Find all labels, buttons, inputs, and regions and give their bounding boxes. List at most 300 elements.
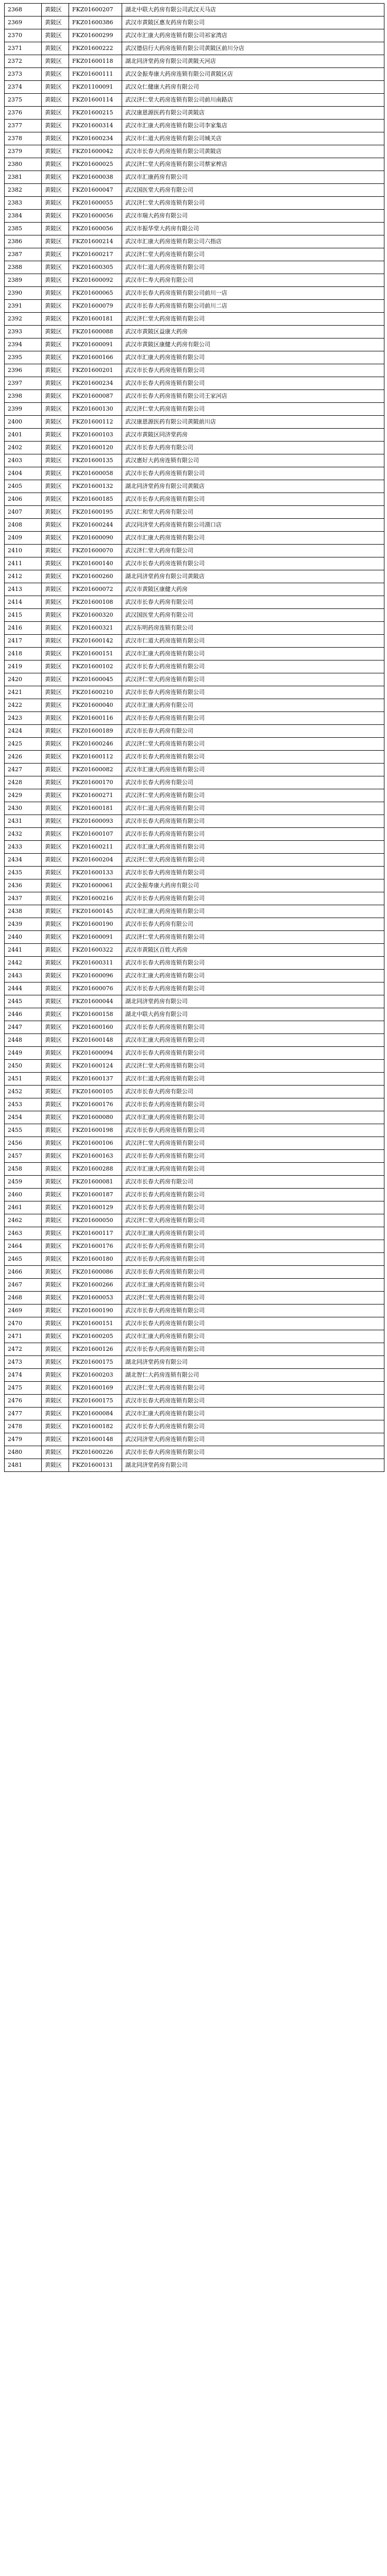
- pharmacy-name-cell: 武汉市汇康大药房连锁有限公司: [122, 841, 384, 854]
- pharmacy-name-cell: 湖北同济堂药房有限公司: [122, 1459, 384, 1472]
- row-number-cell: 2465: [5, 1253, 42, 1266]
- table-row: [5, 789, 384, 802]
- district-cell: 黄陂区: [42, 107, 69, 120]
- row-number-cell: 2387: [5, 248, 42, 261]
- license-code-cell: FKZ01600137: [69, 1073, 122, 1086]
- district-cell: 黄陂区: [42, 1292, 69, 1304]
- table-row: [5, 570, 384, 583]
- district-cell: 黄陂区: [42, 248, 69, 261]
- district-cell: 黄陂区: [42, 94, 69, 107]
- pharmacy-name-cell: 武汉市长春大药房连锁有限公司: [122, 1304, 384, 1317]
- district-cell: 黄陂区: [42, 1176, 69, 1189]
- table-row: [5, 1317, 384, 1330]
- table-row: [5, 673, 384, 686]
- table-row: [5, 68, 384, 81]
- license-code-cell: FKZ01600106: [69, 1137, 122, 1150]
- table-row: [5, 1073, 384, 1086]
- district-cell: 黄陂区: [42, 1021, 69, 1034]
- row-number-cell: 2449: [5, 1047, 42, 1060]
- pharmacy-name-cell: 武汉济仁堂大药房连锁有限公司: [122, 789, 384, 802]
- table-row: [5, 635, 384, 648]
- table-row: [5, 132, 384, 145]
- pharmacy-name-cell: 武汉济仁堂大药房连锁有限公司蔡家榨店: [122, 158, 384, 171]
- district-cell: 黄陂区: [42, 1034, 69, 1047]
- row-number-cell: 2464: [5, 1240, 42, 1253]
- row-number-cell: 2441: [5, 944, 42, 957]
- table-row: [5, 931, 384, 944]
- license-code-cell: FKZ01600163: [69, 1150, 122, 1163]
- district-cell: 黄陂区: [42, 1382, 69, 1395]
- license-code-cell: FKZ01600215: [69, 107, 122, 120]
- row-number-cell: 2389: [5, 274, 42, 287]
- pharmacy-name-cell: 武汉市长春大药房连锁有限公司: [122, 982, 384, 995]
- district-cell: 黄陂区: [42, 1150, 69, 1163]
- row-number-cell: 2390: [5, 287, 42, 300]
- district-cell: 黄陂区: [42, 81, 69, 94]
- row-number-cell: 2374: [5, 81, 42, 94]
- license-code-cell: FKZ01600314: [69, 120, 122, 132]
- district-cell: 黄陂区: [42, 313, 69, 326]
- table-row: [5, 725, 384, 738]
- district-cell: 黄陂区: [42, 1060, 69, 1073]
- table-row: [5, 506, 384, 519]
- license-code-cell: FKZ01600040: [69, 699, 122, 712]
- license-code-cell: FKZ01600042: [69, 145, 122, 158]
- pharmacy-name-cell: 武汉众仁健康大药房有限公司: [122, 81, 384, 94]
- district-cell: 黄陂区: [42, 1317, 69, 1330]
- license-code-cell: FKZ01600181: [69, 313, 122, 326]
- table-row: [5, 583, 384, 596]
- row-number-cell: 2372: [5, 55, 42, 68]
- row-number-cell: 2445: [5, 995, 42, 1008]
- district-cell: 黄陂区: [42, 673, 69, 686]
- row-number-cell: 2455: [5, 1124, 42, 1137]
- table-row: [5, 686, 384, 699]
- row-number-cell: 2452: [5, 1086, 42, 1098]
- district-cell: 黄陂区: [42, 725, 69, 738]
- license-code-cell: FKZ01600129: [69, 1201, 122, 1214]
- table-row: [5, 454, 384, 467]
- table-row: [5, 94, 384, 107]
- license-code-cell: FKZ01600181: [69, 802, 122, 815]
- district-cell: 黄陂区: [42, 995, 69, 1008]
- license-code-cell: FKZ01600086: [69, 1266, 122, 1279]
- pharmacy-name-cell: 武汉市长春大药房连锁有限公司: [122, 957, 384, 970]
- row-number-cell: 2396: [5, 364, 42, 377]
- table-row: [5, 776, 384, 789]
- license-code-cell: FKZ01600120: [69, 442, 122, 454]
- license-code-cell: FKZ01600050: [69, 1214, 122, 1227]
- license-code-cell: FKZ01600061: [69, 879, 122, 892]
- license-code-cell: FKZ01600182: [69, 1420, 122, 1433]
- table-row: [5, 815, 384, 828]
- district-cell: 黄陂区: [42, 931, 69, 944]
- district-cell: 黄陂区: [42, 42, 69, 55]
- district-cell: 黄陂区: [42, 570, 69, 583]
- license-code-cell: FKZ01600151: [69, 648, 122, 660]
- license-code-cell: FKZ01600096: [69, 970, 122, 982]
- license-code-cell: FKZ01600108: [69, 596, 122, 609]
- license-code-cell: FKZ01600386: [69, 16, 122, 29]
- district-cell: 黄陂区: [42, 1201, 69, 1214]
- row-number-cell: 2456: [5, 1137, 42, 1150]
- district-cell: 黄陂区: [42, 957, 69, 970]
- pharmacy-name-cell: 武汉市长春大药房连锁有限公司: [122, 828, 384, 841]
- license-code-cell: FKZ01600117: [69, 1227, 122, 1240]
- license-code-cell: FKZ01600210: [69, 686, 122, 699]
- pharmacy-name-cell: 武汉市长春大药房连锁有限公司王家河店: [122, 390, 384, 403]
- district-cell: 黄陂区: [42, 377, 69, 390]
- row-number-cell: 2388: [5, 261, 42, 274]
- pharmacy-name-cell: 武汉市汇康药房有限公司: [122, 171, 384, 184]
- license-code-cell: FKZ01600116: [69, 712, 122, 725]
- license-code-cell: FKZ01600244: [69, 519, 122, 532]
- row-number-cell: 2411: [5, 557, 42, 570]
- district-cell: 黄陂区: [42, 1163, 69, 1176]
- district-cell: 黄陂区: [42, 429, 69, 442]
- row-number-cell: 2468: [5, 1292, 42, 1304]
- row-number-cell: 2447: [5, 1021, 42, 1034]
- pharmacy-name-cell: 武汉市仁道大药房连锁有限公司: [122, 1073, 384, 1086]
- table-row: [5, 1369, 384, 1382]
- district-cell: 黄陂区: [42, 622, 69, 635]
- district-cell: 黄陂区: [42, 660, 69, 673]
- table-row: [5, 1382, 384, 1395]
- row-number-cell: 2406: [5, 493, 42, 506]
- row-number-cell: 2420: [5, 673, 42, 686]
- pharmacy-name-cell: 武汉济仁堂大药房连锁有限公司: [122, 1214, 384, 1227]
- district-cell: 黄陂区: [42, 892, 69, 905]
- table-row: [5, 1356, 384, 1369]
- district-cell: 黄陂区: [42, 1279, 69, 1292]
- pharmacy-name-cell: 武汉德信行大药房连锁有限公司黄陂区前川分店: [122, 42, 384, 55]
- pharmacy-name-cell: 武汉市长春大药房连锁有限公司: [122, 1021, 384, 1034]
- row-number-cell: 2407: [5, 506, 42, 519]
- pharmacy-name-cell: 武汉济仁堂大药房连锁有限公司: [122, 1292, 384, 1304]
- license-code-cell: FKZ01600081: [69, 1176, 122, 1189]
- pharmacy-registry-table: [4, 3, 384, 1472]
- row-number-cell: 2409: [5, 532, 42, 545]
- district-cell: 黄陂区: [42, 944, 69, 957]
- district-cell: 黄陂区: [42, 442, 69, 454]
- row-number-cell: 2423: [5, 712, 42, 725]
- pharmacy-name-cell: 武汉市长春大药房连锁有限公司: [122, 712, 384, 725]
- license-code-cell: FKZ01600130: [69, 403, 122, 416]
- district-cell: 黄陂区: [42, 1086, 69, 1098]
- row-number-cell: 2446: [5, 1008, 42, 1021]
- table-row: [5, 326, 384, 338]
- district-cell: 黄陂区: [42, 1330, 69, 1343]
- pharmacy-name-cell: 武汉市长春大药房连锁有限公司: [122, 364, 384, 377]
- table-row: [5, 1214, 384, 1227]
- license-code-cell: FKZ01600118: [69, 55, 122, 68]
- license-code-cell: FKZ01600266: [69, 1279, 122, 1292]
- row-number-cell: 2434: [5, 854, 42, 867]
- row-number-cell: 2431: [5, 815, 42, 828]
- row-number-cell: 2412: [5, 570, 42, 583]
- license-code-cell: FKZ01600102: [69, 660, 122, 673]
- district-cell: 黄陂区: [42, 338, 69, 351]
- row-number-cell: 2461: [5, 1201, 42, 1214]
- table-row: [5, 995, 384, 1008]
- district-cell: 黄陂区: [42, 776, 69, 789]
- pharmacy-name-cell: 武汉市汇康大药房连锁有限公司: [122, 532, 384, 545]
- district-cell: 黄陂区: [42, 1253, 69, 1266]
- license-code-cell: FKZ01600132: [69, 480, 122, 493]
- row-number-cell: 2477: [5, 1408, 42, 1420]
- license-code-cell: FKZ01600148: [69, 1433, 122, 1446]
- license-code-cell: FKZ01600105: [69, 1086, 122, 1098]
- district-cell: 黄陂区: [42, 274, 69, 287]
- license-code-cell: FKZ01600131: [69, 1459, 122, 1472]
- district-cell: 黄陂区: [42, 738, 69, 751]
- pharmacy-name-cell: 武汉同济堂大药房连锁有限公司滠口店: [122, 519, 384, 532]
- pharmacy-name-cell: 武汉市长春大药房连锁有限公司: [122, 1098, 384, 1111]
- row-number-cell: 2405: [5, 480, 42, 493]
- license-code-cell: FKZ01600087: [69, 390, 122, 403]
- row-number-cell: 2443: [5, 970, 42, 982]
- row-number-cell: 2380: [5, 158, 42, 171]
- district-cell: 黄陂区: [42, 596, 69, 609]
- district-cell: 黄陂区: [42, 120, 69, 132]
- pharmacy-name-cell: 武汉市振华堂大药房有限公司: [122, 223, 384, 235]
- district-cell: 黄陂区: [42, 1124, 69, 1137]
- district-cell: 黄陂区: [42, 545, 69, 557]
- pharmacy-name-cell: 武汉市长春大药房连锁有限公司: [122, 1150, 384, 1163]
- table-row: [5, 892, 384, 905]
- district-cell: 黄陂区: [42, 1395, 69, 1408]
- pharmacy-name-cell: 武汉惠好大药房连锁有限公司: [122, 454, 384, 467]
- pharmacy-name-cell: 武汉市长春大药房连锁有限公司: [122, 1240, 384, 1253]
- table-row: [5, 248, 384, 261]
- table-row: [5, 828, 384, 841]
- row-number-cell: 2399: [5, 403, 42, 416]
- license-code-cell: FKZ01600288: [69, 1163, 122, 1176]
- pharmacy-name-cell: 湖北同济堂药房有限公司黄陂天河店: [122, 55, 384, 68]
- license-code-cell: FKZ01600222: [69, 42, 122, 55]
- pharmacy-name-cell: 武汉济仁堂大药房有限公司: [122, 545, 384, 557]
- license-code-cell: FKZ01600217: [69, 248, 122, 261]
- table-row: [5, 970, 384, 982]
- pharmacy-name-cell: 武汉市长春大药房连锁有限公司: [122, 1189, 384, 1201]
- row-number-cell: 2469: [5, 1304, 42, 1317]
- pharmacy-name-cell: 湖北中联大药房有限公司: [122, 1008, 384, 1021]
- table-row: [5, 210, 384, 223]
- row-number-cell: 2462: [5, 1214, 42, 1227]
- license-code-cell: FKZ01600112: [69, 416, 122, 429]
- license-code-cell: FKZ01600198: [69, 1124, 122, 1137]
- district-cell: 黄陂区: [42, 815, 69, 828]
- license-code-cell: FKZ01600080: [69, 1111, 122, 1124]
- license-code-cell: FKZ01600148: [69, 1034, 122, 1047]
- district-cell: 黄陂区: [42, 235, 69, 248]
- pharmacy-name-cell: 武汉市长春大药房连锁有限公司: [122, 751, 384, 764]
- row-number-cell: 2478: [5, 1420, 42, 1433]
- license-code-cell: FKZ01600187: [69, 1189, 122, 1201]
- district-cell: 黄陂区: [42, 764, 69, 776]
- table-row: [5, 197, 384, 210]
- license-code-cell: FKZ01600246: [69, 738, 122, 751]
- license-code-cell: FKZ01600082: [69, 764, 122, 776]
- table-row: [5, 1292, 384, 1304]
- pharmacy-name-cell: 武汉市长春大药房连锁有限公司: [122, 377, 384, 390]
- row-number-cell: 2419: [5, 660, 42, 673]
- pharmacy-name-cell: 武汉市汇康大药房连锁有限公司: [122, 1227, 384, 1240]
- license-code-cell: FKZ01600111: [69, 68, 122, 81]
- table-row: [5, 1343, 384, 1356]
- license-code-cell: FKZ01600135: [69, 454, 122, 467]
- pharmacy-name-cell: 武汉市汇康大药房连锁有限公司: [122, 905, 384, 918]
- license-code-cell: FKZ01600090: [69, 532, 122, 545]
- table-row: [5, 802, 384, 815]
- license-code-cell: FKZ01600166: [69, 351, 122, 364]
- district-cell: 黄陂区: [42, 1343, 69, 1356]
- row-number-cell: 2440: [5, 931, 42, 944]
- row-number-cell: 2424: [5, 725, 42, 738]
- pharmacy-name-cell: 武汉市长春大药房连锁有限公司: [122, 467, 384, 480]
- table-row: [5, 918, 384, 931]
- row-number-cell: 2457: [5, 1150, 42, 1163]
- table-row: [5, 545, 384, 557]
- table-row: [5, 29, 384, 42]
- row-number-cell: 2384: [5, 210, 42, 223]
- district-cell: 黄陂区: [42, 1073, 69, 1086]
- table-row: [5, 1189, 384, 1201]
- pharmacy-name-cell: 武汉市仁道大药房连锁有限公司: [122, 261, 384, 274]
- district-cell: 黄陂区: [42, 905, 69, 918]
- row-number-cell: 2480: [5, 1446, 42, 1459]
- license-code-cell: FKZ01600094: [69, 1047, 122, 1060]
- row-number-cell: 2458: [5, 1163, 42, 1176]
- license-code-cell: FKZ01600214: [69, 235, 122, 248]
- table-row: [5, 648, 384, 660]
- district-cell: 黄陂区: [42, 184, 69, 197]
- pharmacy-name-cell: 武汉济仁堂大药房连锁有限公司: [122, 197, 384, 210]
- license-code-cell: FKZ01600056: [69, 210, 122, 223]
- license-code-cell: FKZ01600142: [69, 635, 122, 648]
- pharmacy-name-cell: 武汉济仁堂大药房连锁有限公司: [122, 1137, 384, 1150]
- pharmacy-name-cell: 武汉市长春大药房连锁有限公司: [122, 660, 384, 673]
- registry-table-body: [5, 4, 384, 1472]
- table-row: [5, 235, 384, 248]
- license-code-cell: FKZ01600216: [69, 892, 122, 905]
- pharmacy-name-cell: 武汉市长春大药房连锁有限公司: [122, 557, 384, 570]
- pharmacy-name-cell: 武汉市仁寿大药房有限公司: [122, 274, 384, 287]
- pharmacy-name-cell: 武汉市仁道大药房连锁有限公司城关店: [122, 132, 384, 145]
- license-code-cell: FKZ01600190: [69, 918, 122, 931]
- license-code-cell: FKZ01600226: [69, 1446, 122, 1459]
- pharmacy-name-cell: 武汉济仁堂大药房连锁有限公司: [122, 403, 384, 416]
- row-number-cell: 2415: [5, 609, 42, 622]
- table-row: [5, 1420, 384, 1433]
- license-code-cell: FKZ01600093: [69, 815, 122, 828]
- license-code-cell: FKZ01600180: [69, 1253, 122, 1266]
- table-row: [5, 377, 384, 390]
- license-code-cell: FKZ01600088: [69, 326, 122, 338]
- table-row: [5, 158, 384, 171]
- table-row: [5, 145, 384, 158]
- row-number-cell: 2394: [5, 338, 42, 351]
- district-cell: 黄陂区: [42, 1227, 69, 1240]
- pharmacy-name-cell: 武汉市汇康大药房连锁有限公司: [122, 1408, 384, 1420]
- pharmacy-name-cell: 湖北同济堂药房有限公司: [122, 1356, 384, 1369]
- table-row: [5, 1253, 384, 1266]
- table-row: [5, 171, 384, 184]
- license-code-cell: FKZ01600205: [69, 1330, 122, 1343]
- table-row: [5, 1279, 384, 1292]
- row-number-cell: 2379: [5, 145, 42, 158]
- license-code-cell: FKZ01600176: [69, 1240, 122, 1253]
- pharmacy-name-cell: 武汉市黄陂区益康大药房: [122, 326, 384, 338]
- license-code-cell: FKZ01600045: [69, 673, 122, 686]
- table-row: [5, 1047, 384, 1060]
- license-code-cell: FKZ01600025: [69, 158, 122, 171]
- row-number-cell: 2422: [5, 699, 42, 712]
- district-cell: 黄陂区: [42, 867, 69, 879]
- row-number-cell: 2467: [5, 1279, 42, 1292]
- row-number-cell: 2438: [5, 905, 42, 918]
- district-cell: 黄陂区: [42, 1047, 69, 1060]
- district-cell: 黄陂区: [42, 158, 69, 171]
- district-cell: 黄陂区: [42, 351, 69, 364]
- pharmacy-name-cell: 湖北同济堂药房有限公司黄陂店: [122, 570, 384, 583]
- pharmacy-name-cell: 武汉市长春大药房连锁有限公司: [122, 815, 384, 828]
- license-code-cell: FKZ01600175: [69, 1356, 122, 1369]
- row-number-cell: 2444: [5, 982, 42, 995]
- table-row: [5, 184, 384, 197]
- license-code-cell: FKZ01600169: [69, 1382, 122, 1395]
- table-row: [5, 957, 384, 970]
- table-row: [5, 609, 384, 622]
- row-number-cell: 2453: [5, 1098, 42, 1111]
- license-code-cell: FKZ01600185: [69, 493, 122, 506]
- district-cell: 黄陂区: [42, 802, 69, 815]
- pharmacy-name-cell: 武汉市黄陂区百姓大药房: [122, 944, 384, 957]
- district-cell: 黄陂区: [42, 197, 69, 210]
- license-code-cell: FKZ01600175: [69, 1395, 122, 1408]
- row-number-cell: 2436: [5, 879, 42, 892]
- license-code-cell: FKZ01600126: [69, 1343, 122, 1356]
- district-cell: 黄陂区: [42, 1433, 69, 1446]
- table-row: [5, 738, 384, 751]
- pharmacy-name-cell: 武汉济仁堂大药房连锁有限公司: [122, 738, 384, 751]
- table-row: [5, 107, 384, 120]
- table-row: [5, 1111, 384, 1124]
- pharmacy-name-cell: 湖北智仁大药房连锁有限公司: [122, 1369, 384, 1382]
- pharmacy-name-cell: 武汉济仁堂大药房连锁有限公司: [122, 1060, 384, 1073]
- license-code-cell: FKZ01600234: [69, 132, 122, 145]
- pharmacy-name-cell: 武汉市长春大药房连锁有限公司前川二店: [122, 300, 384, 313]
- row-number-cell: 2472: [5, 1343, 42, 1356]
- row-number-cell: 2397: [5, 377, 42, 390]
- license-code-cell: FKZ01600190: [69, 1304, 122, 1317]
- district-cell: 黄陂区: [42, 1098, 69, 1111]
- table-row: [5, 42, 384, 55]
- license-code-cell: FKZ01600114: [69, 94, 122, 107]
- district-cell: 黄陂区: [42, 1008, 69, 1021]
- district-cell: 黄陂区: [42, 1111, 69, 1124]
- row-number-cell: 2421: [5, 686, 42, 699]
- table-row: [5, 1433, 384, 1446]
- license-code-cell: FKZ01600091: [69, 931, 122, 944]
- row-number-cell: 2402: [5, 442, 42, 454]
- table-row: [5, 1330, 384, 1343]
- pharmacy-name-cell: 武汉济仁堂大药房连锁有限公司: [122, 854, 384, 867]
- table-row: [5, 4, 384, 16]
- pharmacy-name-cell: 武汉市汇康大药房连锁有限公司: [122, 1279, 384, 1292]
- pharmacy-name-cell: 武汉济仁堂大药房连锁有限公司: [122, 1382, 384, 1395]
- license-code-cell: FKZ01600204: [69, 854, 122, 867]
